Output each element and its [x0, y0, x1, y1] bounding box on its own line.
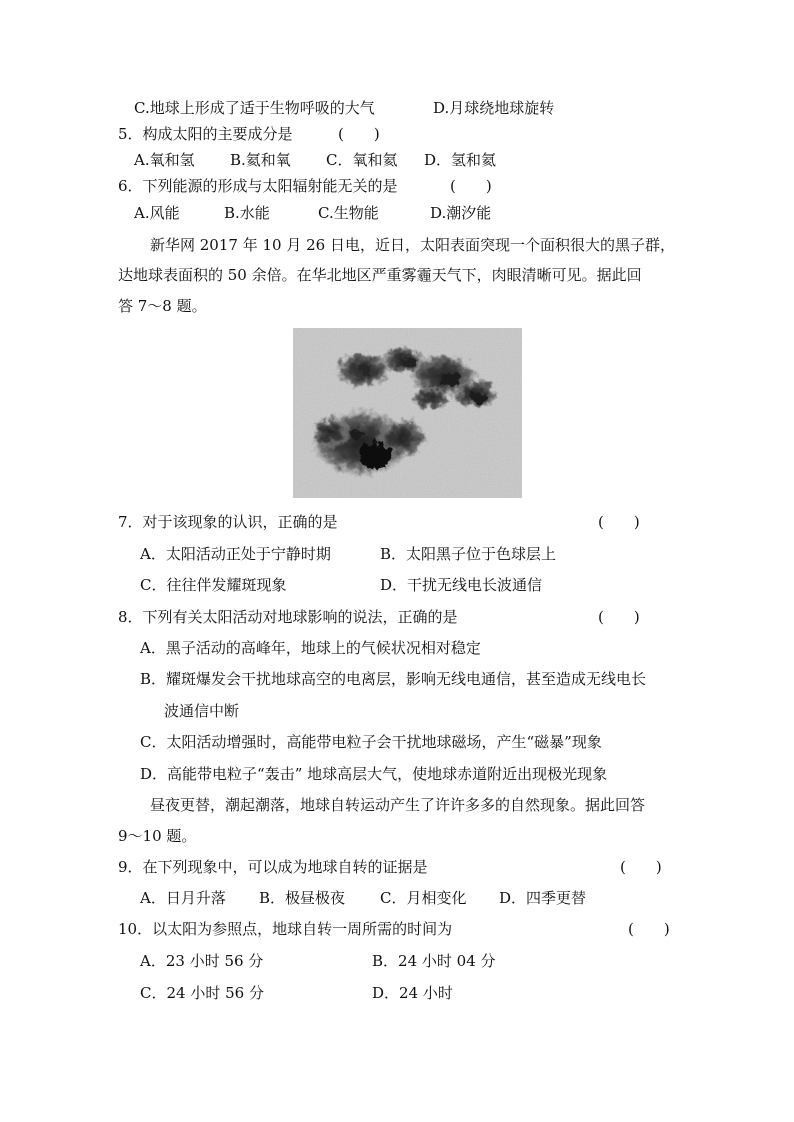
- q6-stem: 6．下列能源的形成与太阳辐射能无关的是: [118, 177, 398, 195]
- q6-option-a: A.风能: [134, 204, 180, 222]
- q6-option-c: C.生物能: [318, 204, 379, 222]
- q5-stem: 5．构成太阳的主要成分是: [118, 125, 293, 143]
- q8-option-d: D．高能带电粒子“轰击” 地球高层大气，使地球赤道附近出现极光现象: [140, 765, 608, 783]
- q9-option-b: B．极昼极夜: [259, 889, 346, 907]
- q10-option-d: D．24 小时: [372, 984, 453, 1002]
- q7-option-d: D．干扰无线电长波通信: [380, 576, 543, 594]
- q9-answer-blank: ( ): [620, 858, 662, 876]
- q10-option-c: C．24 小时 56 分: [140, 984, 264, 1002]
- q10-stem: 10．以太阳为参照点，地球自转一周所需的时间为: [118, 920, 453, 938]
- q9-option-a: A．日月升落: [140, 889, 226, 907]
- q8-option-b-line1: B．耀斑爆发会干扰地球高空的电离层，影响无线电通信，甚至造成无线电长: [140, 670, 647, 688]
- q8-option-c: C．太阳活动增强时，高能带电粒子会干扰地球磁场，产生“磁暴”现象: [140, 733, 602, 751]
- q10-option-a: A．23 小时 56 分: [140, 952, 264, 970]
- q8-option-b-line2: 波通信中断: [164, 702, 240, 720]
- q4-option-c: C.地球上形成了适于生物呼吸的大气: [134, 99, 375, 117]
- q8-option-a: A．黑子活动的高峰年，地球上的气候状况相对稳定: [140, 639, 481, 657]
- passage1-line2: 达地球表面积的 50 余倍。在华北地区严重雾霾天气下，肉眼清晰可见。据此回: [118, 266, 642, 284]
- q6-option-b: B.水能: [224, 204, 270, 222]
- q6-option-d: D.潮汐能: [430, 204, 492, 222]
- q8-stem: 8．下列有关太阳活动对地球影响的说法，正确的是: [118, 608, 458, 626]
- q5-option-a: A.氧和氢: [134, 151, 195, 169]
- q7-option-a: A．太阳活动正处于宁静时期: [140, 545, 331, 563]
- passage1-line3: 答 7～8 题。: [118, 297, 207, 315]
- q7-stem: 7．对于该现象的认识，正确的是: [118, 513, 338, 531]
- passage1-line1: 新华网 2017 年 10 月 26 日电，近日，太阳表面突现一个面积很大的黑子群，: [150, 236, 675, 254]
- q5-answer-blank: ( ): [338, 125, 380, 143]
- q7-option-c: C．往往伴发耀斑现象: [140, 576, 287, 594]
- sunspot-photo-icon: [293, 328, 522, 498]
- q5-option-c: C．氧和氦: [326, 151, 398, 169]
- q4-option-d: D.月球绕地球旋转: [433, 99, 555, 117]
- q7-answer-blank: ( ): [598, 513, 640, 531]
- q7-option-b: B．太阳黑子位于色球层上: [380, 545, 557, 563]
- q10-answer-blank: ( ): [628, 920, 670, 938]
- q6-answer-blank: ( ): [450, 177, 492, 195]
- q9-option-d: D．四季更替: [499, 889, 587, 907]
- q10-option-b: B．24 小时 04 分: [372, 952, 496, 970]
- q9-stem: 9．在下列现象中，可以成为地球自转的证据是: [118, 858, 428, 876]
- q5-option-b: B.氦和氧: [230, 151, 291, 169]
- q8-answer-blank: ( ): [598, 608, 640, 626]
- q9-option-c: C．月相变化: [380, 889, 467, 907]
- passage2-line2: 9～10 题。: [118, 827, 197, 845]
- passage2-line1: 昼夜更替，潮起潮落，地球自转运动产生了许许多多的自然现象。据此回答: [150, 796, 646, 814]
- q5-option-d: D．氢和氦: [424, 151, 497, 169]
